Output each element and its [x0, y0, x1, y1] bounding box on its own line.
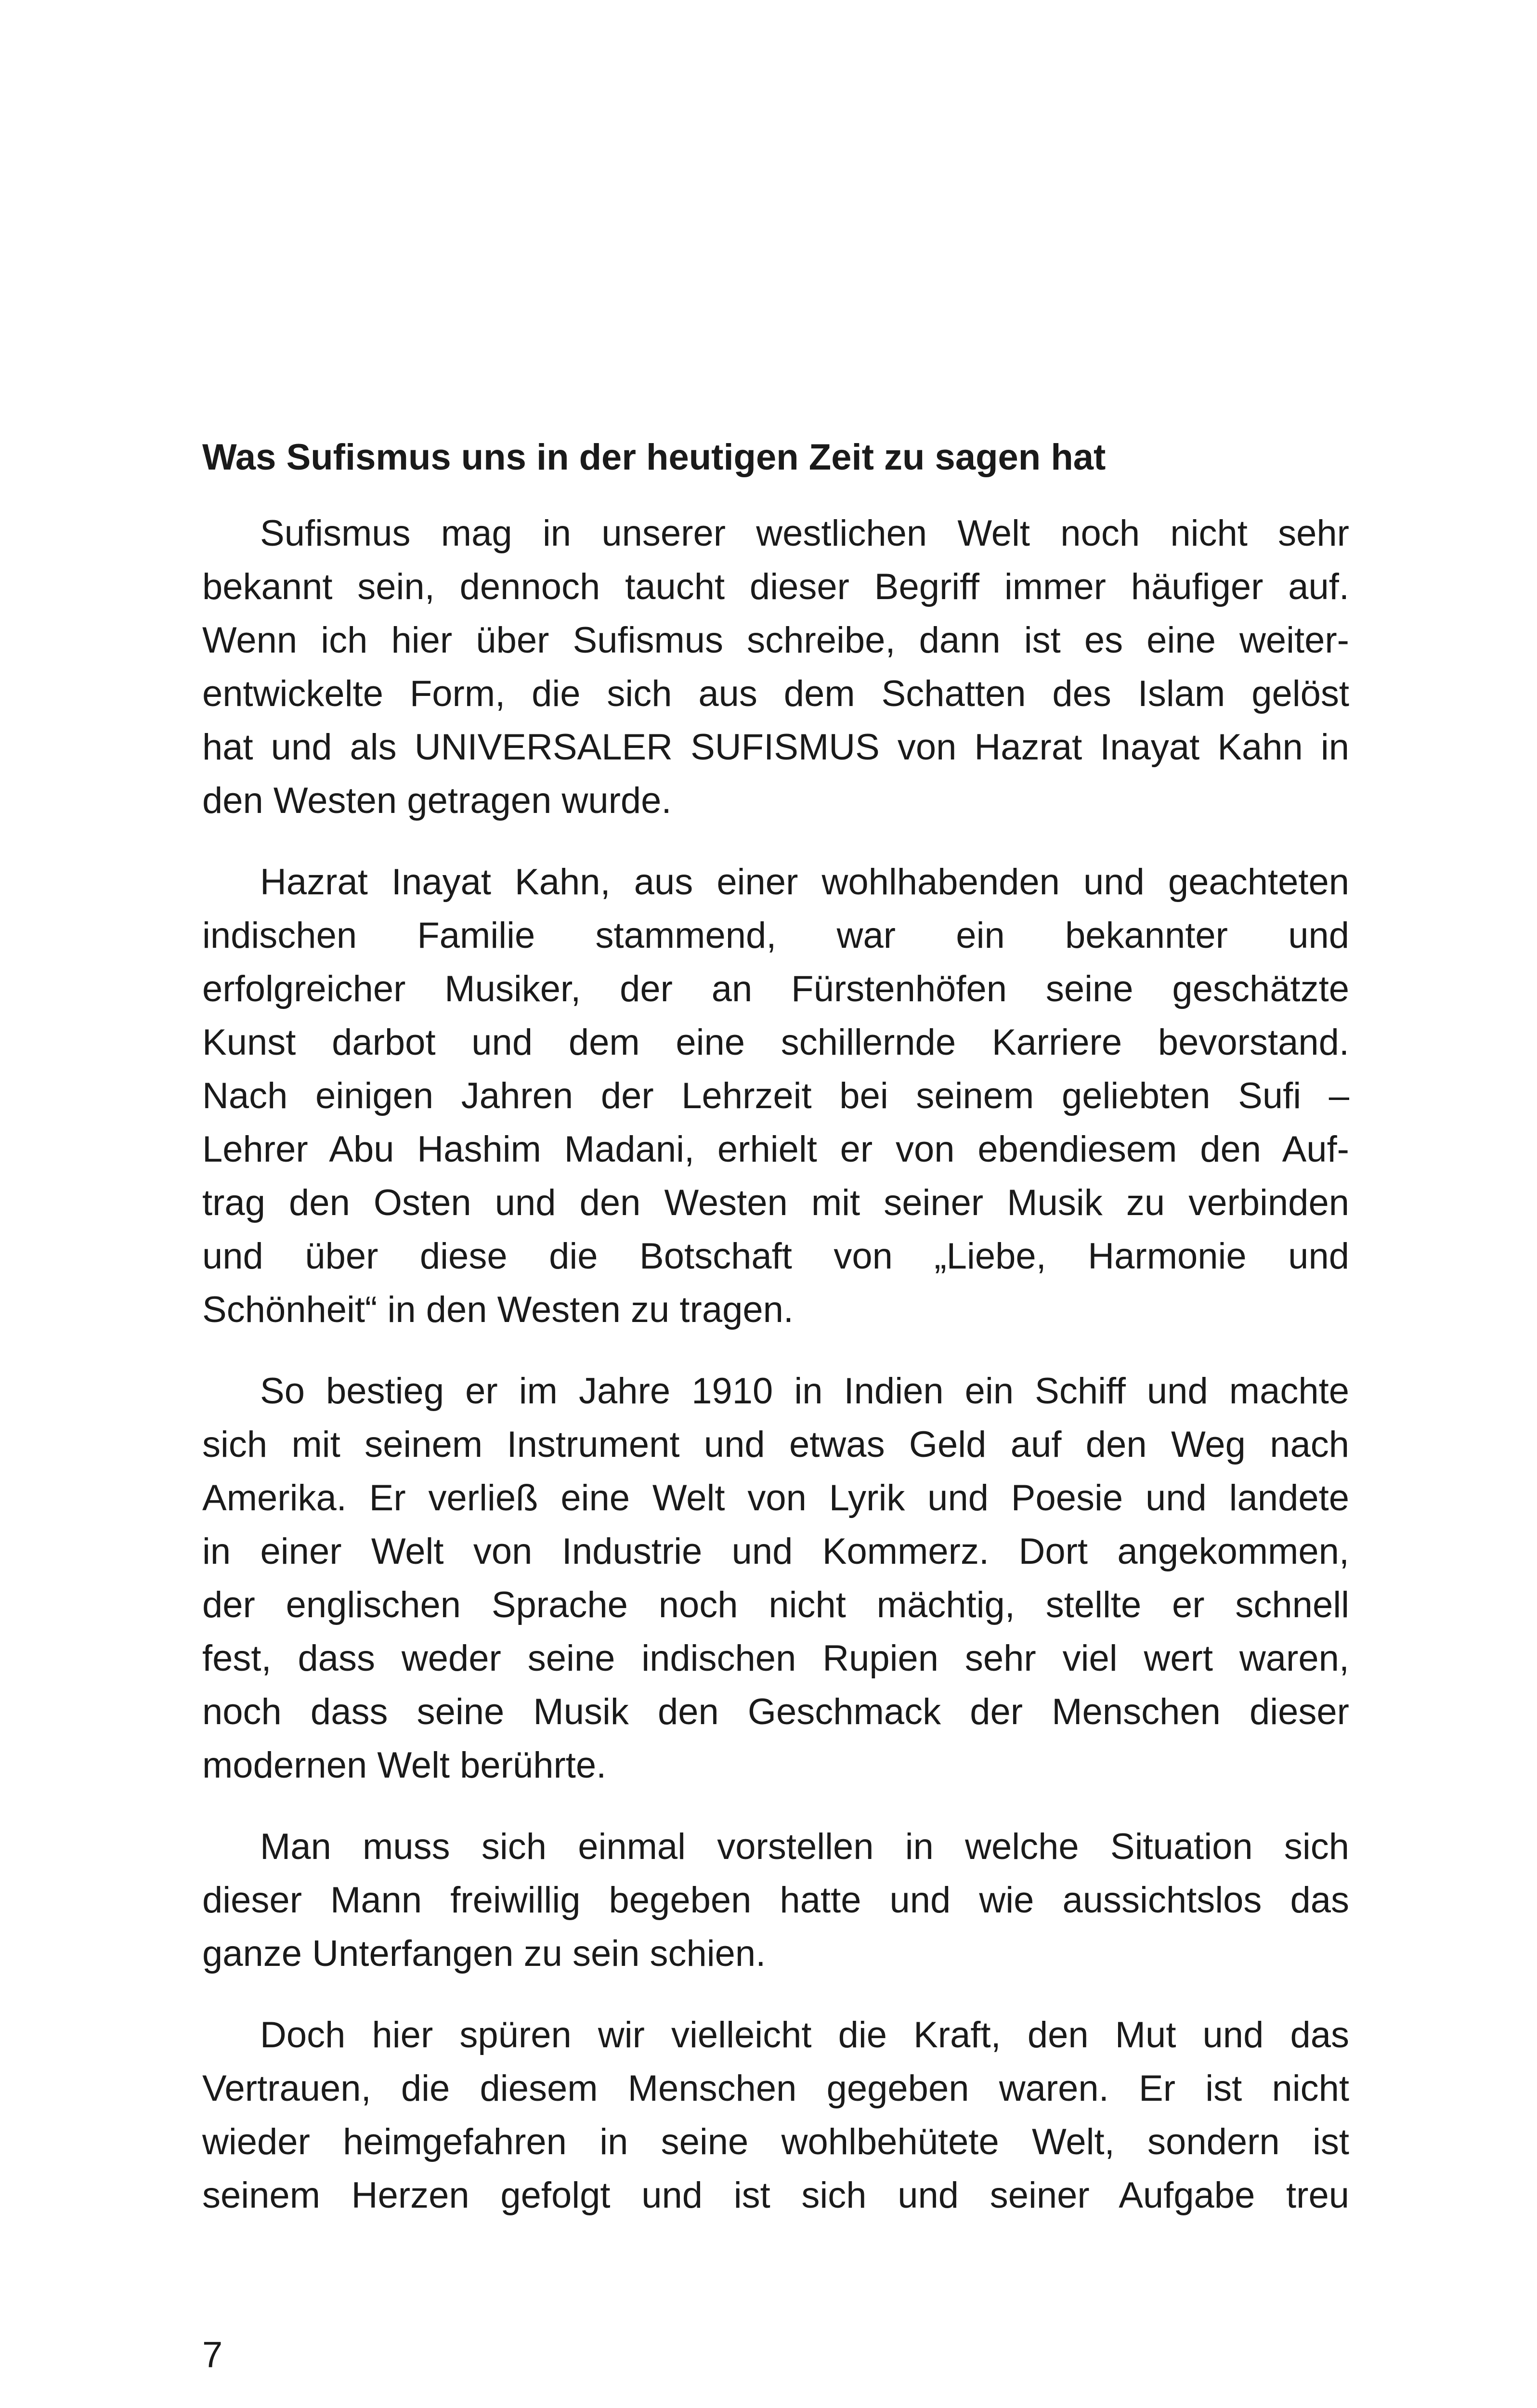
text-line: trag den Osten und den Westen mit seiner Musik zu verbinden [202, 1182, 1349, 1223]
text-line: wieder heimgefahren in seine wohlbehütete Welt, sondern ist [202, 2121, 1349, 2162]
text-line: und über diese die Botschaft von „Liebe, Harmonie und [202, 1236, 1349, 1277]
text-line: So bestieg er im Jahre 1910 in Indien ein Schiff und machte [260, 1371, 1349, 1412]
text-line: noch dass seine Musik den Geschmack der Menschen dieser [202, 1691, 1349, 1732]
text-line: in einer Welt von Industrie und Kommerz. Dort angekommen, [202, 1531, 1349, 1572]
text-line: indischen Familie stammend, war ein bekannter und [202, 915, 1349, 956]
text-line: Nach einigen Jahren der Lehrzeit bei seinem geliebten Sufi – [202, 1075, 1349, 1116]
text-line: seinem Herzen gefolgt und ist sich und seiner Aufgabe treu [202, 2175, 1349, 2216]
text-line: Sufismus mag in unserer westlichen Welt noch nicht sehr [260, 513, 1349, 554]
text-line: Wenn ich hier über Sufismus schreibe, dann ist es eine weiter- [202, 620, 1349, 661]
text-line: ganze Unterfangen zu sein schien. [202, 1933, 766, 1974]
paragraph [202, 507, 1349, 827]
paragraph [202, 855, 1349, 1336]
text-line: dieser Mann freiwillig begeben hatte und wie aussichtslos das [202, 1880, 1349, 1921]
text-line: erfolgreicher Musiker, der an Fürstenhöfen seine geschätzte [202, 968, 1349, 1009]
text-line: entwickelte Form, die sich aus dem Schatten des Islam gelöst [202, 673, 1349, 714]
text-line: hat und als UNIVERSALER SUFISMUS von Hazrat Inayat Kahn in [202, 727, 1349, 768]
text-line: Doch hier spüren wir vielleicht die Kraft, den Mut und das [260, 2015, 1349, 2055]
paragraph [202, 2008, 1349, 2222]
text-line: der englischen Sprache noch nicht mächtig, stellte er schnell [202, 1584, 1349, 1625]
text-line: bekannt sein, dennoch taucht dieser Begriff immer häufiger auf. [202, 566, 1349, 607]
text-line: modernen Welt berührte. [202, 1745, 607, 1786]
chapter-heading: Was Sufismus uns in der heutigen Zeit zu sagen hat [202, 437, 1106, 478]
text-line: Man muss sich einmal vorstellen in welche Situation sich [260, 1826, 1349, 1867]
text-line: sich mit seinem Instrument und etwas Geld auf den Weg nach [202, 1424, 1349, 1465]
text-line: Hazrat Inayat Kahn, aus einer wohlhabenden und geachteten [260, 862, 1349, 903]
text-line: Schönheit“ in den Westen zu tragen. [202, 1289, 794, 1330]
paragraph [202, 1364, 1349, 1792]
page-number: 7 [202, 2334, 223, 2375]
text-line: den Westen getragen wurde. [202, 780, 672, 821]
paragraph [202, 1820, 1349, 1980]
text-line: fest, dass weder seine indischen Rupien sehr viel wert waren, [202, 1638, 1349, 1679]
page-content [202, 433, 1349, 2250]
body-text [202, 507, 1349, 2222]
text-line: Lehrer Abu Hashim Madani, erhielt er von ebendiesem den Auf- [202, 1129, 1349, 1170]
text-line: Vertrauen, die diesem Menschen gegeben waren. Er ist nicht [202, 2068, 1349, 2109]
text-line: Kunst darbot und dem eine schillernde Karriere bevorstand. [202, 1022, 1349, 1063]
text-line: Amerika. Er verließ eine Welt von Lyrik und Poesie und landete [202, 1478, 1349, 1518]
